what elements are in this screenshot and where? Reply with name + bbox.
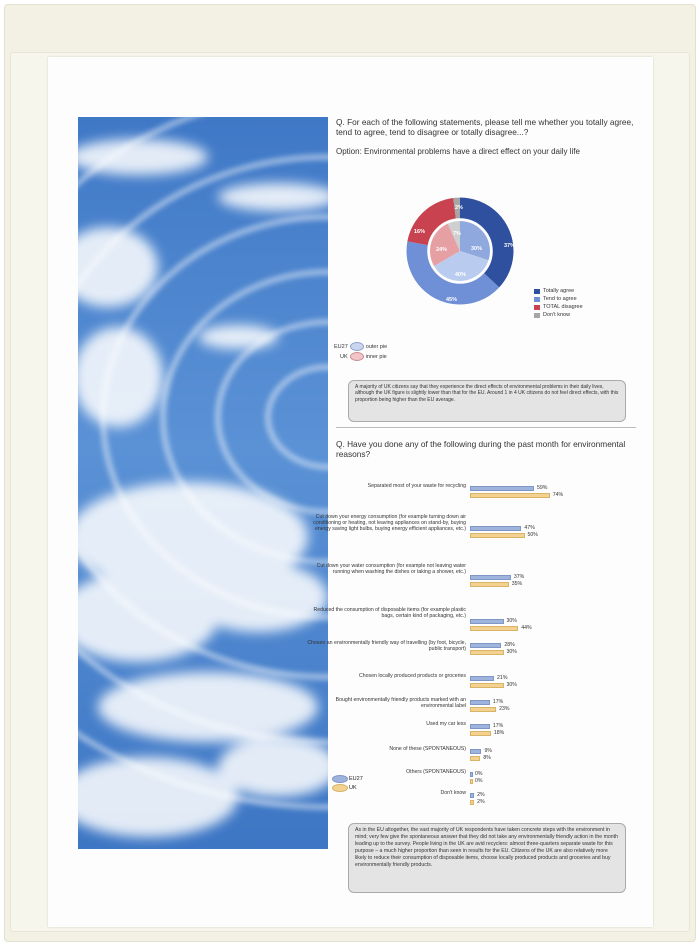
eu-bar-value: 0% [475,771,483,777]
eu-bar [470,724,490,729]
summary-box-2: As in the EU altogether, the vast majority of UK respondents have taken concrete steps with the environment in mind; very few give the spontaneous answer that they did not take any environmentally friendly action in the month leading up to the survey. People living in the UK are avid recyclers: almost three-quarters separate waste for this purpose – a much higher proportion than seen in results for the EU. Citizens of the UK are also relatively more likely to reduce their consumption of disposable items, choose locally produced products and groceries and buy environmentally friendly products. [348,823,626,893]
eu-bar [470,700,490,705]
inner-pie-key [340,352,387,361]
outer-totally-agree-value: 37% [504,243,516,249]
bar-category-label: Cut down your water consumption (for example not leaving water running when washing the dishes or taking a shower, etc.) [316,563,466,576]
eu-bar-value: 9% [484,748,492,754]
eu-bar [470,526,521,531]
inner-dont-know-value: 7% [453,231,461,237]
uk-bar-value: 30% [506,682,517,688]
uk-bar [470,779,473,784]
outer-dont-know-value: 2% [455,205,463,211]
sky-photo [78,117,328,849]
outer-disagree-value: 16% [414,229,426,235]
legend-item [534,311,583,319]
uk-bar [470,756,480,761]
inner-disagree-value: 24% [436,247,448,253]
eu-bar [470,643,501,648]
legend-swatch [534,313,540,318]
bar-category-label: Chosen an environmentally friendly way of travelling (by foot, bicycle, public transport) [307,640,466,653]
right-column [307,117,636,868]
outer-pie-key [334,342,387,351]
legend-item [534,287,583,295]
eu-bar [470,793,474,798]
outer-pie-key-text: outer pie [365,343,388,350]
inner-pie-key-label: UK [340,353,348,360]
bar-category-label: Bought environmentally friendly products marked with an environmental label [335,697,466,710]
uk-bar-value: 50% [527,532,538,538]
eu-bar-value: 28% [504,642,515,648]
pie-icon [350,342,364,351]
uk-bar-value: 0% [475,778,483,784]
eu-bar-key [332,775,363,783]
legend-item [534,295,583,303]
eu-bar-value: 59% [536,485,548,491]
uk-bar [470,582,509,587]
donut-chart [400,195,520,307]
uk-bar [470,683,504,688]
question-1-option: Option: Environmental problems have a direct effect on your daily life [336,147,580,156]
bar-category-label: Don't know [440,790,466,796]
bar-category-label: Cut down your energy consumption (for example turning down air conditioning or heating, not leaving appliances on stand-by, buying energy saving light bulbs, buying energy efficient appliances, etc.) [313,514,466,533]
bar-category-label: Reduced the consumption of disposable items (for example plastic bags, certain kind of packaging, etc.) [313,607,466,620]
eu-bar [470,772,473,777]
uk-bar [470,493,550,498]
inner-totally-agree-value: 30% [471,246,483,252]
uk-bar [470,626,518,631]
eu-bar [470,619,504,624]
document-page [48,57,653,927]
legend-swatch [534,305,540,310]
eu-key-icon [332,775,348,783]
bar-category-label: Others (SPONTANEOUS) [406,769,466,775]
legend-swatch [534,289,540,294]
eu-bar-value: 21% [497,675,508,681]
outer-tend-to-agree-value: 45% [446,297,458,303]
uk-bar [470,650,504,655]
eu-bar-value: 47% [524,525,535,531]
uk-bar [470,800,474,805]
eu-bar-value: 17% [492,699,504,705]
section-divider [336,427,636,428]
donut-legend [534,287,583,319]
question-2: Q. Have you done any of the following during the past month for environmental reasons? [336,439,626,459]
summary-box-1: A majority of UK citizens say that they experience the direct effects of environmental problems in their daily lives, although the UK figure is slightly lower than that for the EU. Around 1 in 4 UK citizens do not feel direct effects, with this proportion being higher than the EU average. [348,380,626,422]
uk-bar-value: 2% [477,799,485,805]
legend-label: Tend to agree [543,296,577,302]
uk-bar-value: 35% [511,581,523,587]
uk-bar-value: 44% [521,625,532,631]
question-1: Q. For each of the following statements, please tell me whether you totally agree, tend to agree, tend to disagree or totally disagree...? [336,117,634,137]
eu-bar [470,676,494,681]
eu-bar-value: 37% [513,574,525,580]
bar-category-label: Chosen locally produced products or groceries [359,673,466,679]
eu-bar-value: 2% [477,792,485,798]
eu-bar [470,575,511,580]
pie-icon [350,352,364,361]
uk-key-label: UK [349,785,357,791]
eu-bar-value: 30% [506,618,517,624]
uk-bar-value: 18% [493,730,505,736]
uk-bar-value: 23% [499,706,510,712]
uk-bar-value: 30% [506,649,517,655]
legend-label: Totally agree [543,288,575,294]
uk-bar [470,731,491,736]
legend-swatch [534,297,540,302]
outer-pie-key-label: EU27 [334,343,348,350]
eu-key-label: EU27 [349,776,363,782]
uk-key-icon [332,784,348,792]
eu-bar [470,749,481,754]
legend-label: TOTAL disagree [543,304,583,310]
eu-bar [470,486,534,491]
uk-bar [470,533,525,538]
bar-category-label: Separated most of your waste for recycling [367,483,466,489]
inner-pie-key-text: inner pie [365,353,387,360]
uk-bar [470,707,496,712]
bar-category-label: None of these (SPONTANEOUS) [389,746,466,752]
uk-bar-value: 8% [483,755,491,761]
legend-label: Don't know [543,312,571,318]
inner-tend-to-agree-value: 40% [455,272,467,278]
uk-bar-value: 74% [552,492,564,498]
eu-bar-value: 17% [492,723,504,729]
bar-category-label: Used my car less [426,721,466,727]
legend-item [534,303,583,311]
uk-bar-key [332,784,357,792]
